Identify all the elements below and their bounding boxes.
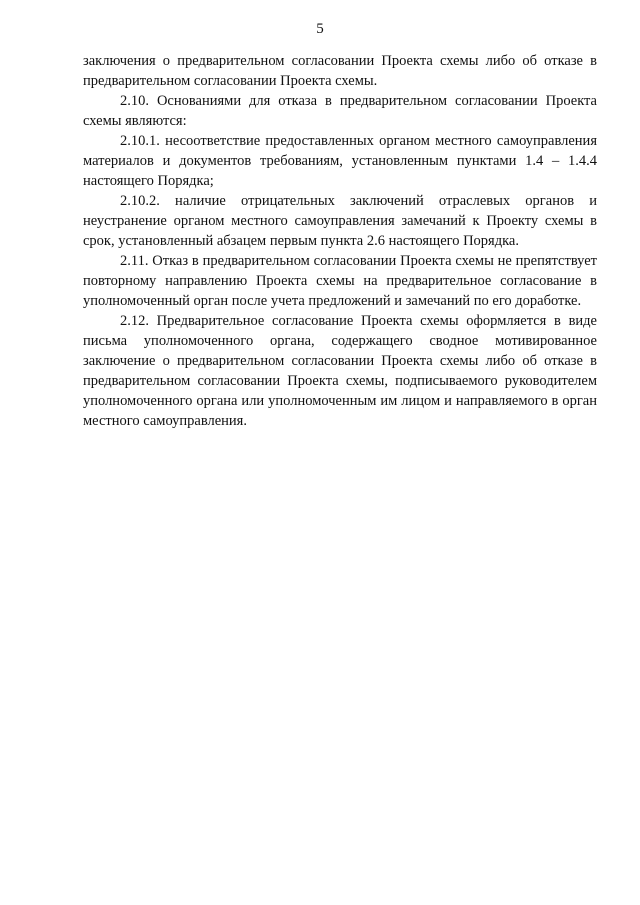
paragraph-2-10-1: 2.10.1. несоответствие предоставленных органом местного самоуправления материалов и документов требованиям, установленным пунктами 1.4 – 1.4.4 настоящего Порядка; xyxy=(83,133,597,189)
paragraph-2-10: 2.10. Основаниями для отказа в предварительном согласовании Проекта схемы являются: xyxy=(83,93,597,129)
paragraph-2-10-2: 2.10.2. наличие отрицательных заключений отраслевых органов и неустранение органом местного самоуправления замечаний к Проекту схемы в срок, установленный абзацем первым пункта 2.6 настоящего Порядка. xyxy=(83,193,597,249)
paragraph-2-12: 2.12. Предварительное согласование Проекта схемы оформляется в виде письма уполномоченного органа, содержащего сводное мотивированное заключение о предварительном согласовании Проекта схемы либо об отказе в предварительном согласовании Проекта схемы, подписываемого руководителем уполномоченного органа или уполномоченным им лицом и направляемого в орган местного самоуправления. xyxy=(83,313,597,429)
paragraph-2-11: 2.11. Отказ в предварительном согласовании Проекта схемы не препятствует повторному направлению Проекта схемы на предварительное согласование в уполномоченный орган после учета предложений и замечаний по его доработке. xyxy=(83,253,597,309)
paragraph-continuation: заключения о предварительном согласовании Проекта схемы либо об отказе в предварительном согласовании Проекта схемы. xyxy=(83,53,597,89)
document-body xyxy=(83,51,597,431)
page-number: 5 xyxy=(316,21,324,37)
